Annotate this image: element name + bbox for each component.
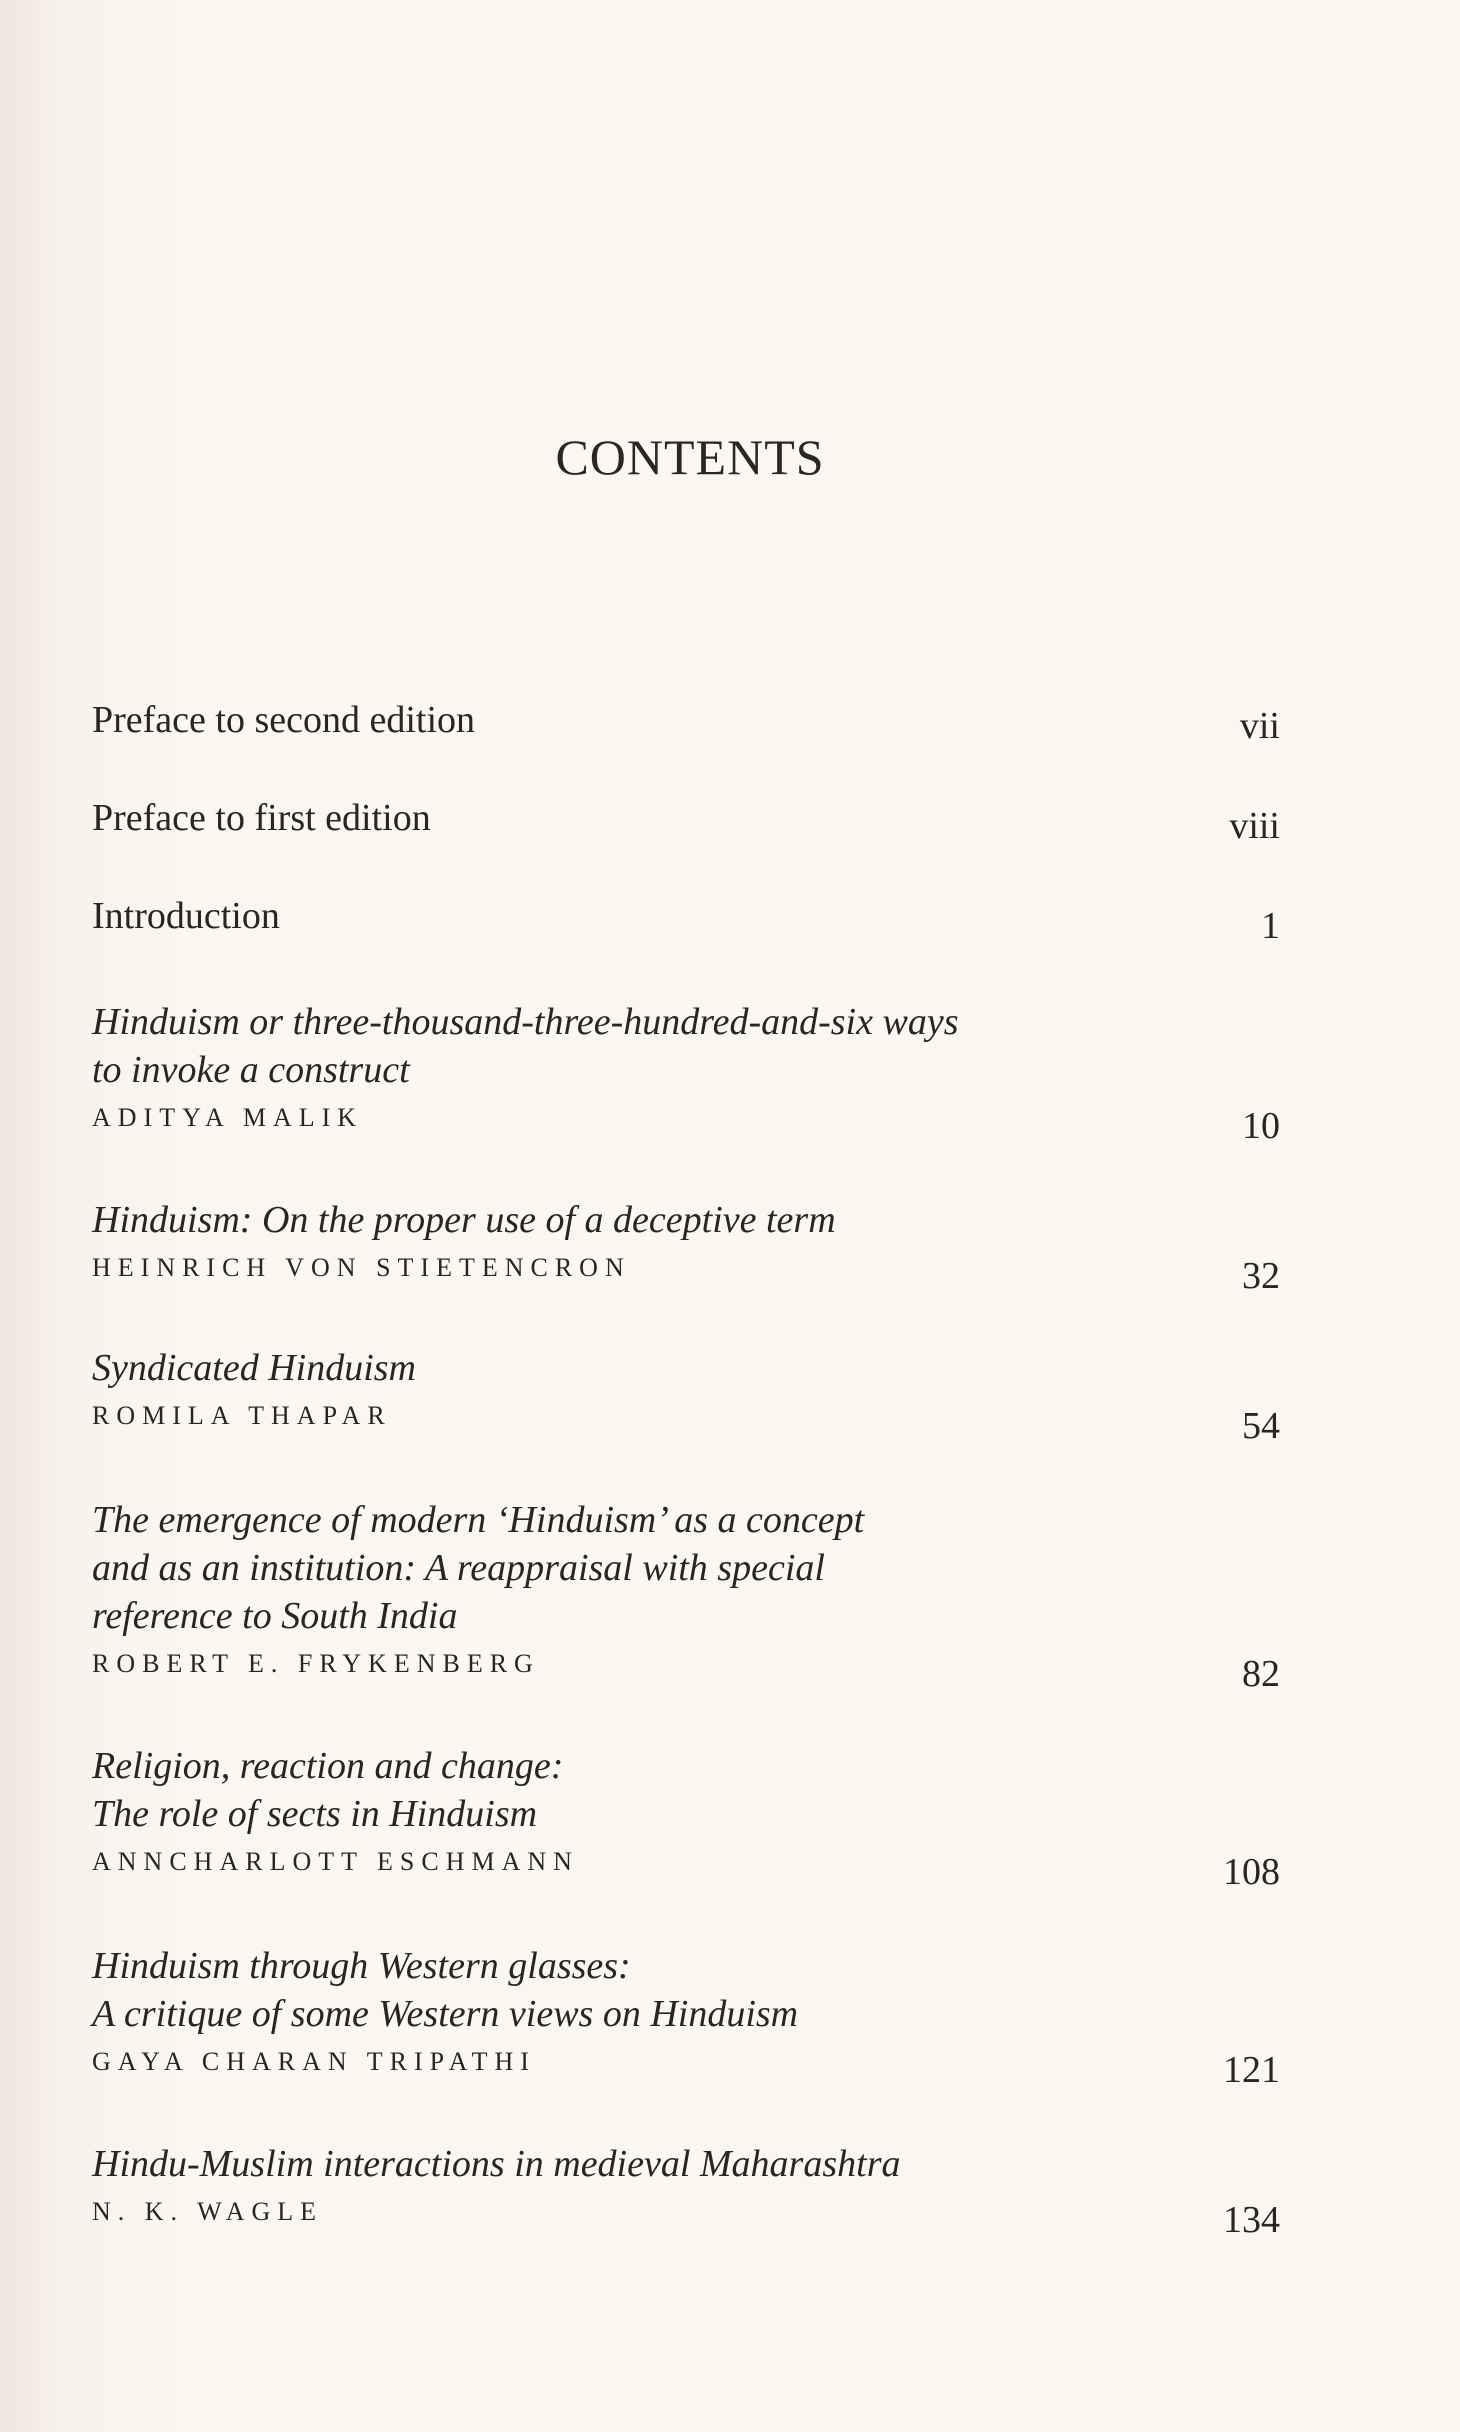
toc-entry-malik[interactable] <box>92 998 1292 1138</box>
contents-heading: CONTENTS <box>555 429 825 485</box>
page-number: 82 <box>1242 1653 1280 1695</box>
toc-entry-wagle[interactable] <box>92 2140 1292 2232</box>
page-number: viii <box>1229 805 1280 847</box>
page-number: 32 <box>1242 1255 1280 1297</box>
entry-title: Introduction <box>92 895 280 937</box>
entry-author: ROBERT E. FRYKENBERG <box>92 1649 540 1678</box>
entry-title: The emergence of modern ‘Hinduism’ as a concept <box>92 1499 865 1541</box>
entry-title: Hindu-Muslim interactions in medieval Maharashtra <box>92 2143 901 2185</box>
entry-author: ANNCHARLOTT ESCHMANN <box>92 1847 579 1876</box>
entry-title: reference to South India <box>92 1595 458 1637</box>
toc-entry-frykenberg[interactable] <box>92 1496 1292 1684</box>
entry-title: Hinduism or three-thousand-three-hundred-and-six ways <box>92 1001 959 1043</box>
page-number: 10 <box>1242 1105 1280 1147</box>
toc-entry-thapar[interactable] <box>92 1344 1292 1436</box>
entry-title: Hinduism through Western glasses: <box>92 1945 631 1987</box>
page-number: 134 <box>1223 2199 1280 2241</box>
entry-author: GAYA CHARAN TRIPATHI <box>92 2047 536 2076</box>
toc-entry-introduction[interactable] <box>92 892 1292 940</box>
toc-entry-stietencron[interactable] <box>92 1196 1292 1288</box>
page-number: 1 <box>1261 905 1280 947</box>
toc-entry-eschmann[interactable] <box>92 1742 1292 1882</box>
entry-title: Hinduism: On the proper use of a deceptive term <box>92 1199 836 1241</box>
page-number: vii <box>1239 705 1280 747</box>
entry-title: The role of sects in Hinduism <box>92 1793 538 1835</box>
entry-author: HEINRICH VON STIETENCRON <box>92 1253 631 1282</box>
entry-title: Syndicated Hinduism <box>92 1347 417 1389</box>
entry-title: Preface to second edition <box>92 699 476 741</box>
entry-author: ADITYA MALIK <box>92 1103 364 1132</box>
entry-title: to invoke a construct <box>92 1049 410 1091</box>
page-number: 54 <box>1242 1405 1280 1447</box>
entry-title: Preface to first edition <box>92 797 431 839</box>
toc-entry-preface-first[interactable] <box>92 794 1292 842</box>
entry-title: and as an institution: A reappraisal with special <box>92 1547 825 1589</box>
page-number: 121 <box>1223 2049 1280 2091</box>
entry-title: Religion, reaction and change: <box>92 1745 564 1787</box>
toc-entry-preface-second[interactable] <box>92 696 1292 744</box>
entry-author: N. K. WAGLE <box>92 2197 324 2226</box>
page-number: 108 <box>1223 1851 1280 1893</box>
entry-author: ROMILA THAPAR <box>92 1401 392 1430</box>
toc-entry-tripathi[interactable] <box>92 1942 1292 2082</box>
entry-title: A critique of some Western views on Hinduism <box>92 1993 799 2035</box>
